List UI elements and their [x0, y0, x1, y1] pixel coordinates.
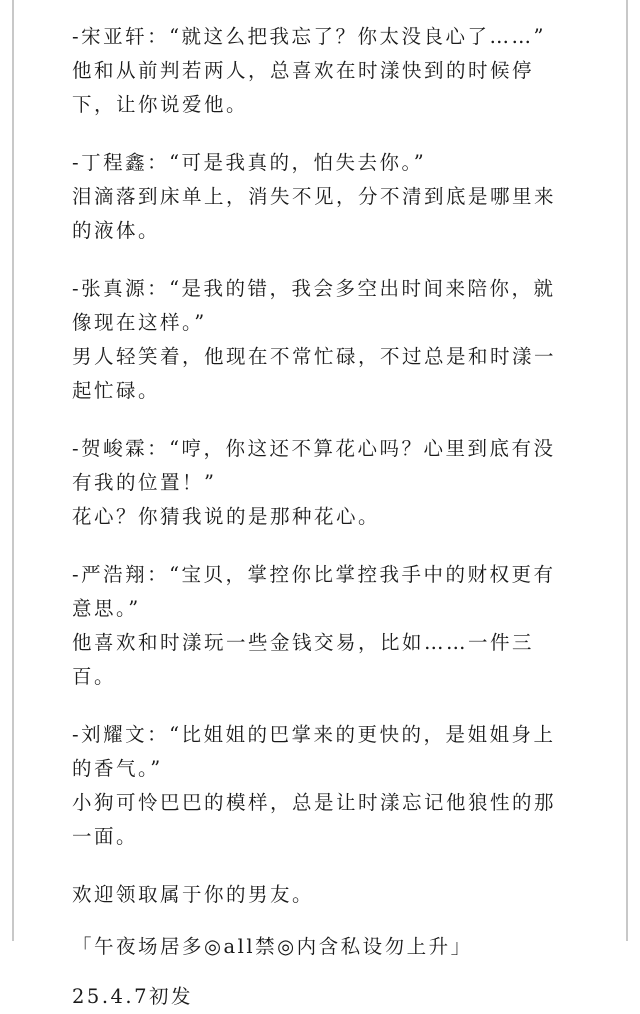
text-line: 他和从前判若两人，总喜欢在时漾快到的时候停 — [72, 59, 535, 82]
text-line: -宋亚轩：“就这么把我忘了？你太没良心了……” — [72, 25, 547, 48]
text-line: 一面。 — [72, 825, 139, 848]
text-line: -丁程鑫：“可是我真的，怕失去你。” — [72, 151, 427, 174]
paragraph-zhang-zhenyuan — [72, 272, 572, 408]
paragraph-he-junlin — [72, 432, 572, 534]
text-line: -张真源：“是我的错，我会多空出时间来陪你，就 — [72, 277, 556, 300]
text-line: 起忙碌。 — [72, 379, 161, 402]
document-body — [72, 20, 572, 1014]
date-paragraph — [72, 980, 572, 1014]
publish-date: 25.4.7初发 — [72, 985, 194, 1008]
text-line: 男人轻笑着，他现在不常忙碌，不过总是和时漾一 — [72, 345, 557, 368]
text-line: -刘耀文：“比姐姐的巴掌来的更快的，是姐姐身上 — [72, 723, 556, 746]
paragraph-liu-yaowen — [72, 718, 572, 854]
text-line: 他喜欢和时漾玩一些金钱交易，比如……一件三 — [72, 631, 535, 654]
text-line: 有我的位置！” — [72, 471, 217, 494]
text-line: -严浩翔：“宝贝，掌控你比掌控我手中的财权更有 — [72, 563, 556, 586]
tags-text: 「午夜场居多◎all禁◎内含私设勿上升」 — [72, 935, 473, 958]
page-left-border — [12, 0, 14, 941]
text-line: 下，让你说爱他。 — [72, 93, 249, 116]
tags-paragraph — [72, 930, 572, 964]
paragraph-song-yaxuan — [72, 20, 572, 122]
closing-text: 欢迎领取属于你的男友。 — [72, 883, 315, 906]
text-line: 的液体。 — [72, 219, 161, 242]
text-line: 花心？你猜我说的是那种花心。 — [72, 505, 381, 528]
closing-paragraph — [72, 878, 572, 912]
text-line: 百。 — [72, 665, 117, 688]
text-line: 意思。” — [72, 597, 141, 620]
text-line: 小狗可怜巴巴的模样，总是让时漾忘记他狼性的那 — [72, 791, 557, 814]
text-line: 的香气。” — [72, 757, 163, 780]
page-right-border — [626, 0, 628, 941]
text-line: 像现在这样。” — [72, 311, 207, 334]
paragraph-ding-chengxin — [72, 146, 572, 248]
text-line: -贺峻霖：“哼，你这还不算花心吗？心里到底有没 — [72, 437, 556, 460]
paragraph-yan-haoxiang — [72, 558, 572, 694]
text-line: 泪滴落到床单上，消失不见，分不清到底是哪里来 — [72, 185, 557, 208]
